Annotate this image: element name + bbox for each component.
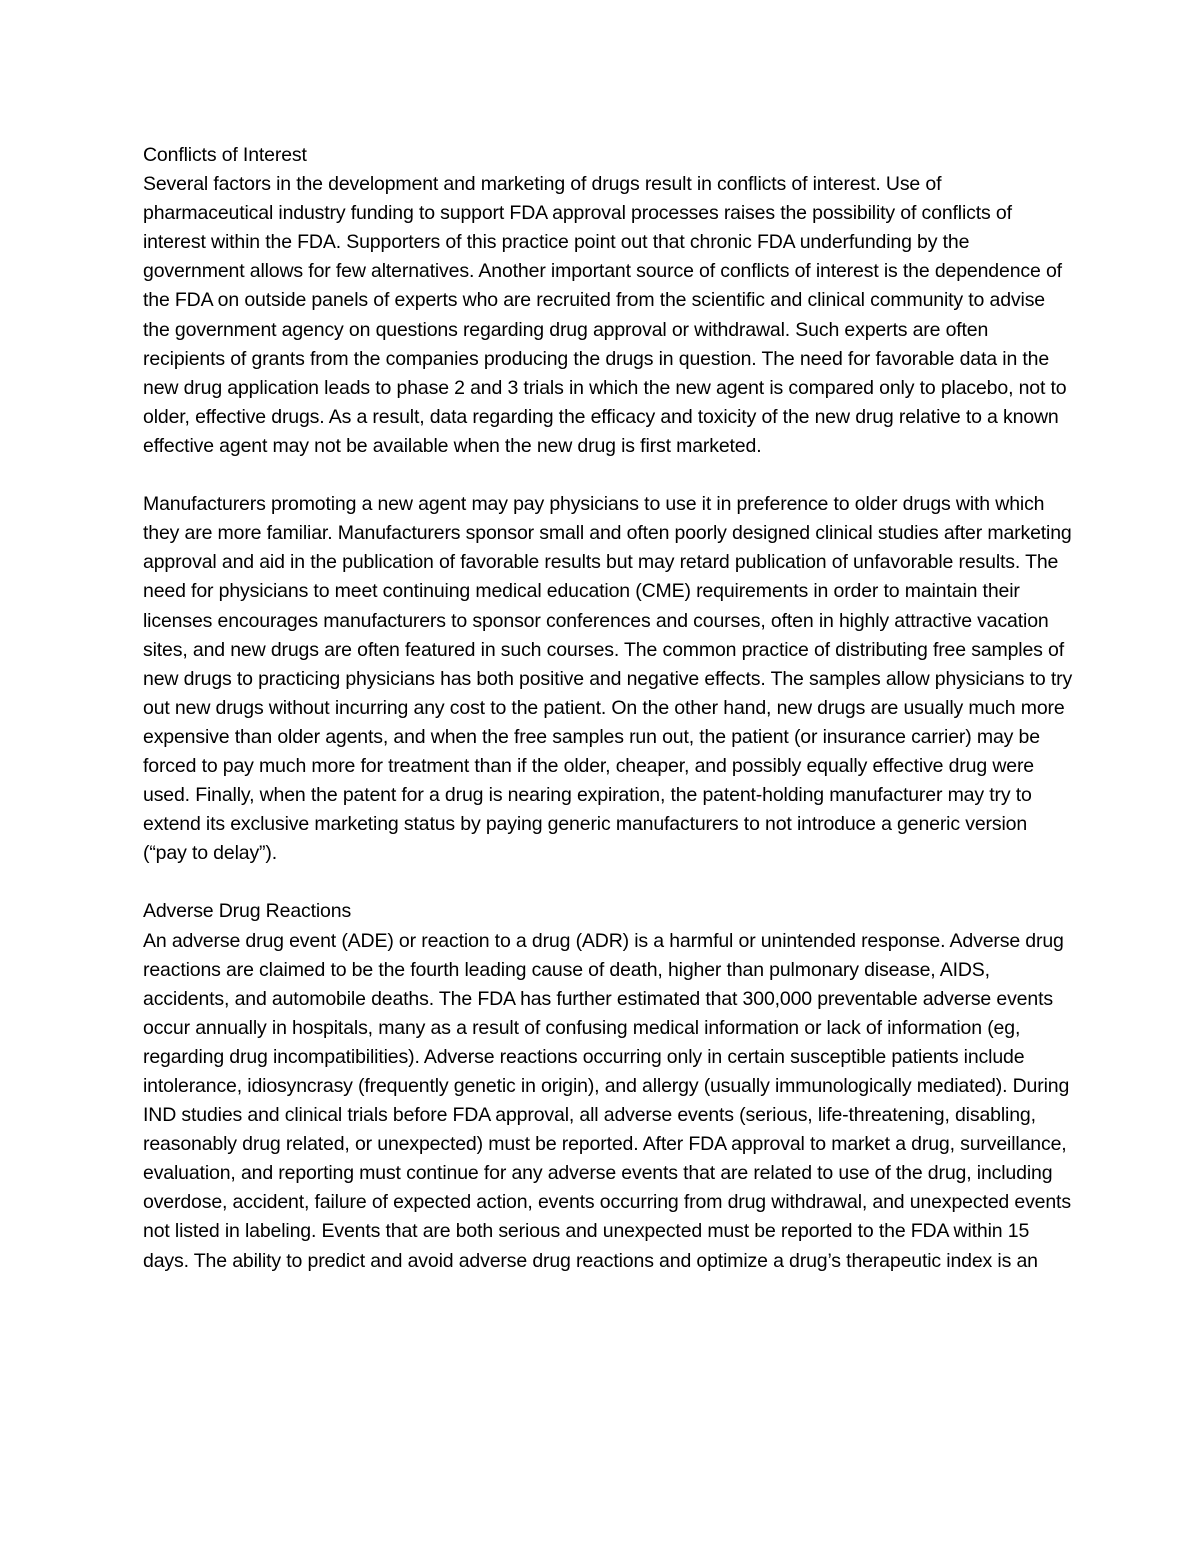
paragraph-adverse-1: An adverse drug event (ADE) or reaction to a drug (ADR) is a harmful or unintended response. Adverse drug reactions are claimed to be the fourth leading cause of death, higher than pulmonary disease, AIDS, accidents, and automobile deaths. The FDA has further estimated that 300,000 preventable adverse events occur annually in hospitals, many as a result of confusing medical information or lack of information (eg, regarding drug incompatibilities). Adverse reactions occurring only in certain susceptible patients include intolerance, idiosyncrasy (frequently genetic in origin), and allergy (usually immunologically mediated). During IND studies and clinical trials before FDA approval, all adverse events (serious, life-threatening, disabling, reasonably drug related, or unexpected) must be reported. After FDA approval to market a drug, surveillance, evaluation, and reporting must continue for any adverse events that are related to use of the drug, including overdose, accident, failure of expected action, events occurring from drug withdrawal, and unexpected events not listed in labeling. Events that are both serious and unexpected must be reported to the FDA within 15 days. The ability to predict and avoid adverse drug reactions and optimize a drug’s therapeutic index is an [143,929,1071,1272]
paragraph-conflicts-1: Several factors in the development and marketing of drugs result in conflicts of interest. Use of pharmaceutical industry funding to support FDA approval processes raises the possibility of conflicts of interest within the FDA. Supporters of this practice point out that chronic FDA underfunding by the government allows for few alternatives. Another important source of conflicts of interest is the dependence of the FDA on outside panels of experts who are recruited from the scientific and clinical community to advise the government agency on questions regarding drug approval or withdrawal. Such experts are often recipients of grants from the companies producing the drugs in question. The need for favorable data in the new drug application leads to phase 2 and 3 trials in which the new agent is compared only to placebo, not to older, effective drugs. As a result, data regarding the efficacy and toxicity of the new drug relative to a known effective agent may not be available when the new drug is first marketed. [143,173,1067,457]
section-heading-conflicts-of-interest: Conflicts of Interest [143,144,307,166]
section-heading-adverse-drug-reactions: Adverse Drug Reactions [143,900,352,923]
document-body [143,141,1073,1276]
paragraph-conflicts-2: Manufacturers promoting a new agent may pay physicians to use it in preference to older drugs with which they are more familiar. Manufacturers sponsor small and often poorly designed clinical studies after marketing approval and aid in the publication of favorable results but may retard publication of unfavorable results. The need for physicians to meet continuing medical education (CME) requirements in order to maintain their licenses encourages manufacturers to sponsor conferences and courses, often in highly attractive vacation sites, and new drugs are often featured in such courses. The common practice of distributing free samples of new drugs to practicing physicians has both positive and negative effects. The samples allow physicians to try out new drugs without incurring any cost to the patient. On the other hand, new drugs are usually much more expensive than older agents, and when the free samples run out, the patient (or insurance carrier) may be forced to pay much more for treatment than if the older, cheaper, and possibly equally effective drug were used. Finally, when the patent for a drug is nearing expiration, the patent-holding manufacturer may try to extend its exclusive marketing status by paying generic manufacturers to not introduce a generic version (“pay to delay”). [143,493,1073,865]
